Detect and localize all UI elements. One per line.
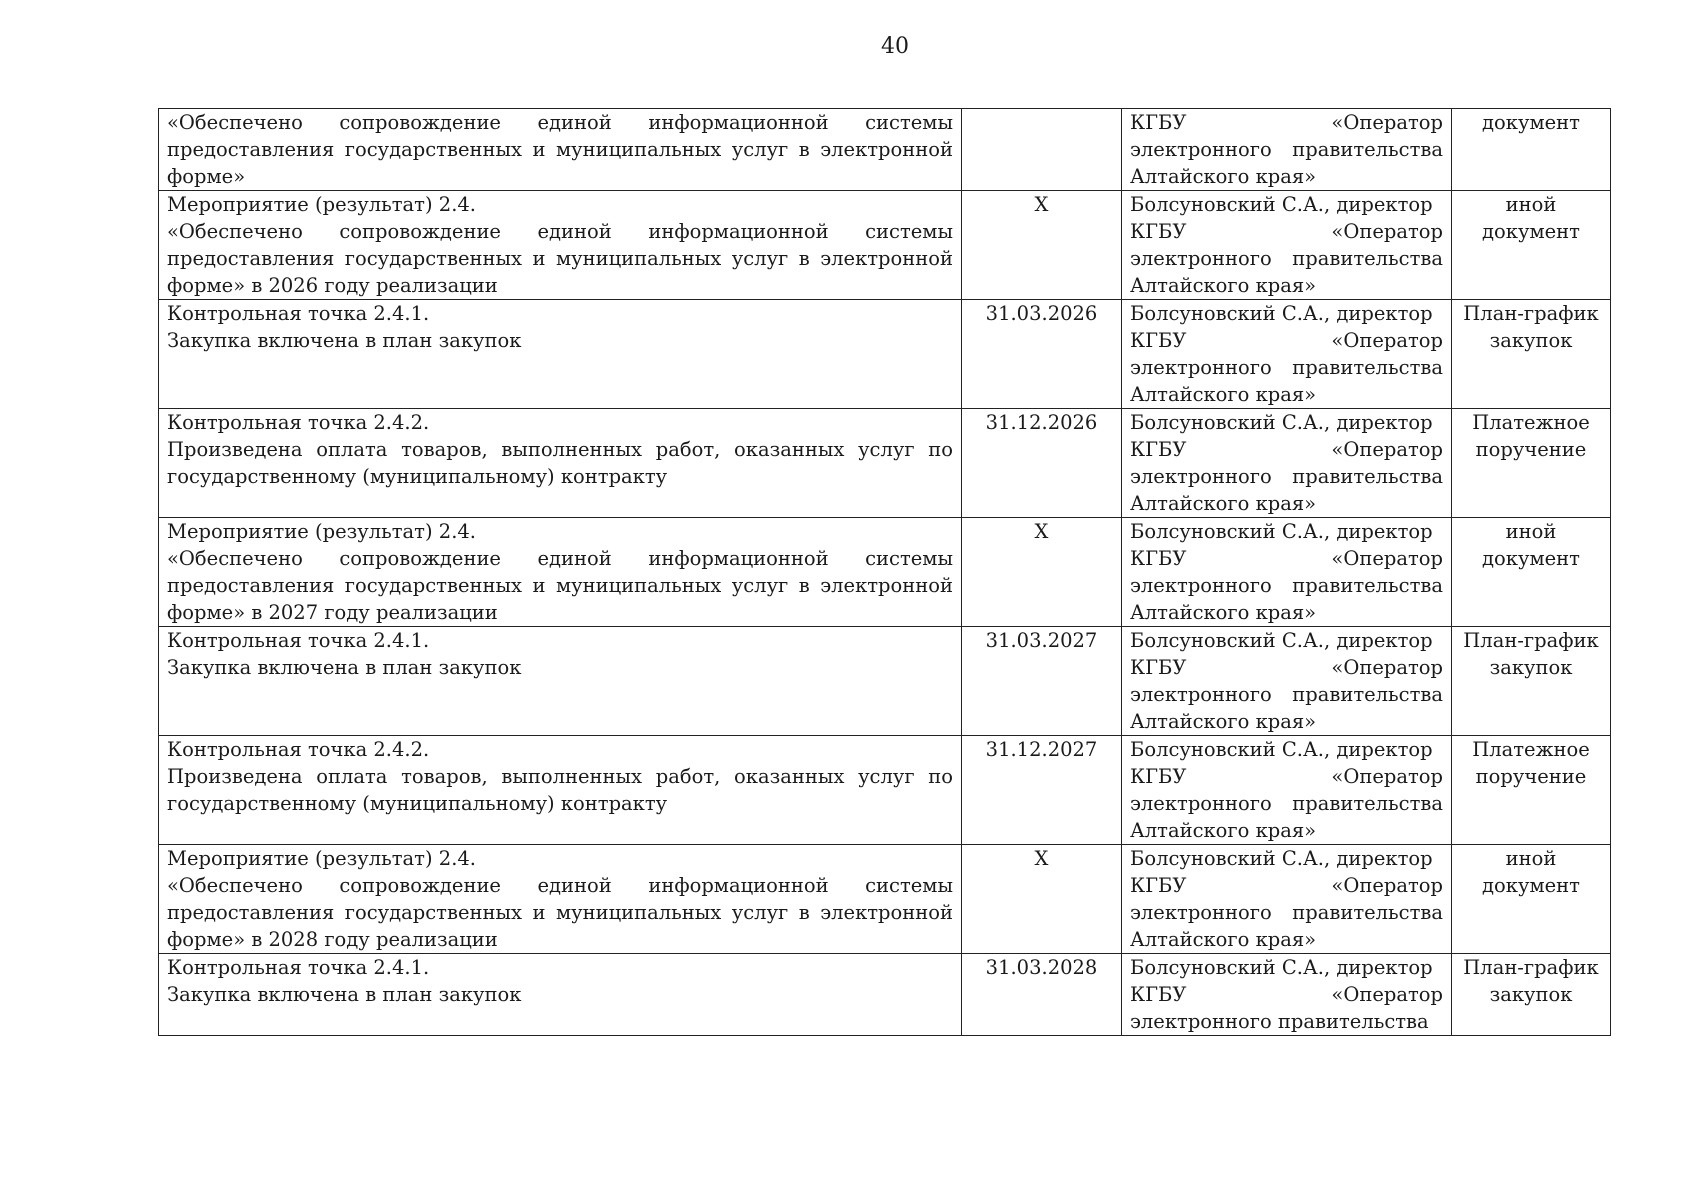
responsible-person: Болсуновский С.А., директор <box>1130 302 1433 325</box>
description-cell <box>159 845 962 954</box>
row-title: Контрольная точка 2.4.2. <box>167 738 430 761</box>
document-cell: иной документ <box>1452 845 1611 954</box>
row-text: «Обеспечено сопровождение единой информационной системы предоставления государственных и муниципальных услуг в электронной форме» в 2027 году реализации <box>167 547 953 624</box>
table-row <box>159 954 1611 1036</box>
document-cell: План-график закупок <box>1452 954 1611 1036</box>
responsible-org: КГБУ «Оператор электронного правительства Алтайского края» <box>1130 547 1443 624</box>
table-row <box>159 627 1611 736</box>
responsible-org: КГБУ «Оператор электронного правительства Алтайского края» <box>1130 765 1443 842</box>
description-cell <box>159 109 962 191</box>
description-cell <box>159 191 962 300</box>
description-cell <box>159 518 962 627</box>
date-cell: 31.03.2028 <box>962 954 1122 1036</box>
responsible-person: Болсуновский С.А., директор <box>1130 411 1433 434</box>
table-row <box>159 191 1611 300</box>
responsible-cell <box>1122 300 1452 409</box>
responsible-cell <box>1122 736 1452 845</box>
responsible-cell <box>1122 954 1452 1036</box>
table-row <box>159 518 1611 627</box>
row-text: Закупка включена в план закупок <box>167 656 522 679</box>
description-cell <box>159 300 962 409</box>
row-title: Контрольная точка 2.4.1. <box>167 956 430 979</box>
description-cell <box>159 627 962 736</box>
document-cell: План-график закупок <box>1452 627 1611 736</box>
row-title: Контрольная точка 2.4.1. <box>167 629 430 652</box>
responsible-person: Болсуновский С.А., директор <box>1130 520 1433 543</box>
table-row <box>159 736 1611 845</box>
responsible-org: КГБУ «Оператор электронного правительства Алтайского края» <box>1130 438 1443 515</box>
responsible-org: КГБУ «Оператор электронного правительства Алтайского края» <box>1130 111 1443 188</box>
date-cell: 31.12.2027 <box>962 736 1122 845</box>
table-row <box>159 845 1611 954</box>
row-title: Контрольная точка 2.4.1. <box>167 302 430 325</box>
row-title: Мероприятие (результат) 2.4. <box>167 193 476 216</box>
row-text: Закупка включена в план закупок <box>167 329 522 352</box>
responsible-cell <box>1122 409 1452 518</box>
responsible-org: КГБУ «Оператор электронного правительства Алтайского края» <box>1130 874 1443 951</box>
date-cell: 31.03.2027 <box>962 627 1122 736</box>
responsible-person: Болсуновский С.А., директор <box>1130 629 1433 652</box>
row-text: «Обеспечено сопровождение единой информационной системы предоставления государственных и муниципальных услуг в электронной форме» в 2028 году реализации <box>167 874 953 951</box>
date-cell: X <box>962 191 1122 300</box>
responsible-cell <box>1122 109 1452 191</box>
row-title: Мероприятие (результат) 2.4. <box>167 847 476 870</box>
row-text: Закупка включена в план закупок <box>167 983 522 1006</box>
responsible-person: Болсуновский С.А., директор <box>1130 847 1433 870</box>
responsible-cell <box>1122 845 1452 954</box>
responsible-org: КГБУ «Оператор электронного правительства Алтайского края» <box>1130 656 1443 733</box>
document-cell: иной документ <box>1452 191 1611 300</box>
table-row <box>159 300 1611 409</box>
description-cell <box>159 736 962 845</box>
document-cell: иной документ <box>1452 518 1611 627</box>
date-cell <box>962 109 1122 191</box>
page-number: 40 <box>881 34 909 59</box>
table-row <box>159 409 1611 518</box>
responsible-person: Болсуновский С.А., директор <box>1130 956 1433 979</box>
responsible-person: Болсуновский С.А., директор <box>1130 193 1433 216</box>
description-cell <box>159 409 962 518</box>
date-cell: 31.12.2026 <box>962 409 1122 518</box>
responsible-cell <box>1122 191 1452 300</box>
plan-table <box>158 108 1611 1036</box>
row-text: «Обеспечено сопровождение единой информационной системы предоставления государственных и муниципальных услуг в электронной форме» в 2026 году реализации <box>167 220 953 297</box>
row-text: «Обеспечено сопровождение единой информационной системы предоставления государственных и муниципальных услуг в электронной форме» <box>167 111 953 188</box>
responsible-person: Болсуновский С.А., директор <box>1130 738 1433 761</box>
date-cell: 31.03.2026 <box>962 300 1122 409</box>
document-cell: документ <box>1452 109 1611 191</box>
row-title: Контрольная точка 2.4.2. <box>167 411 430 434</box>
date-cell: X <box>962 845 1122 954</box>
responsible-org: КГБУ «Оператор электронного правительства Алтайского края» <box>1130 329 1443 406</box>
document-cell: Платежное поручение <box>1452 736 1611 845</box>
responsible-org: КГБУ «Оператор электронного правительства <box>1130 983 1443 1033</box>
responsible-cell <box>1122 518 1452 627</box>
row-title: Мероприятие (результат) 2.4. <box>167 520 476 543</box>
row-text: Произведена оплата товаров, выполненных работ, оказанных услуг по государственному (муниципальному) контракту <box>167 765 953 815</box>
description-cell <box>159 954 962 1036</box>
date-cell: X <box>962 518 1122 627</box>
document-cell: Платежное поручение <box>1452 409 1611 518</box>
responsible-cell <box>1122 627 1452 736</box>
responsible-org: КГБУ «Оператор электронного правительства Алтайского края» <box>1130 220 1443 297</box>
row-text: Произведена оплата товаров, выполненных работ, оказанных услуг по государственному (муниципальному) контракту <box>167 438 953 488</box>
document-cell: План-график закупок <box>1452 300 1611 409</box>
table-row <box>159 109 1611 191</box>
